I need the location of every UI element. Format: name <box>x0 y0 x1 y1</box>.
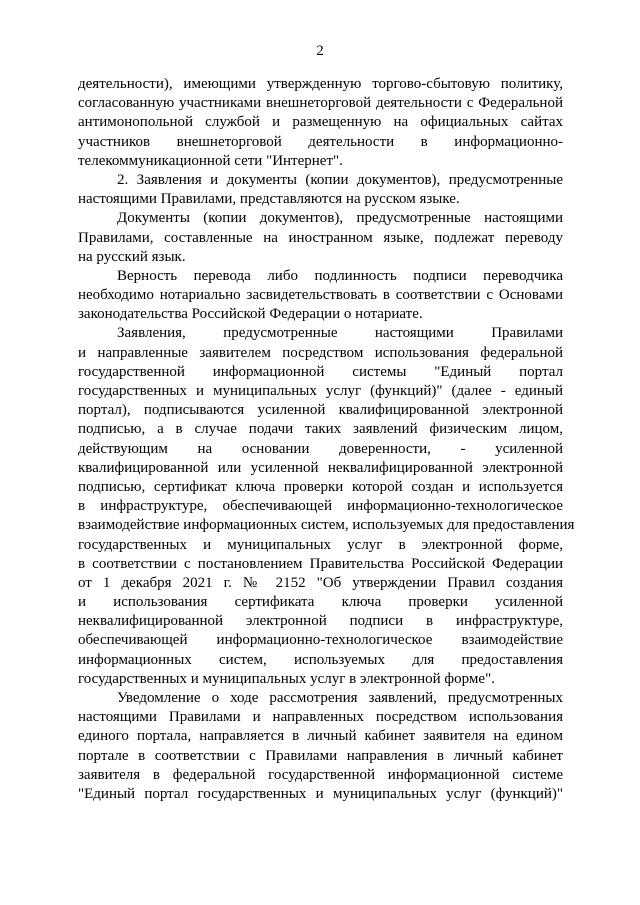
page-number: 2 <box>316 43 324 59</box>
text-line: "Единый портал государственных и муниципальных услуг (функций)" <box>78 785 563 802</box>
text-line: согласованную участниками внешнеторговой деятельности с Федеральной <box>78 95 563 112</box>
text-line: и направленные заявителем посредством использования федеральной <box>78 344 563 361</box>
text-line: в инфраструктуре, обеспечивающей информационно-технологическое <box>78 498 563 515</box>
text-line: государственных и муниципальных услуг в электронной форме". <box>78 670 495 687</box>
text-line: единого портала, направляется в личный кабинет заявителя на едином <box>78 728 563 745</box>
document-body <box>78 75 575 804</box>
text-line: настоящими Правилами, представляются на русском языке. <box>78 191 460 208</box>
text-line: заявителя в федеральной государственной информационной системе <box>78 766 563 783</box>
text-line: Документы (копии документов), предусмотренные настоящими <box>117 210 563 227</box>
text-line: подписью, сертификат ключа проверки которой создан и используется <box>78 478 563 495</box>
text-line: портале в соответствии с Правилами направления в личный кабинет <box>78 747 563 764</box>
text-line: 2. Заявления и документы (копии документов), предусмотренные <box>117 171 563 188</box>
text-line: действующим на основании доверенности, - усиленной <box>78 440 563 457</box>
paragraph <box>78 324 575 689</box>
text-line: Заявления, предусмотренные настоящими Правилами <box>117 325 563 342</box>
text-line: подписью, а в случае подачи таких заявлений физическим лицом, <box>78 421 563 438</box>
text-line: государственных и муниципальных услуг в электронной форме, <box>78 536 563 553</box>
text-line: Правилами, составленные на иностранном языке, подлежат переводу <box>78 229 563 246</box>
text-line: настоящими Правилами и направленных посредством использования <box>78 709 563 726</box>
paragraph <box>78 689 563 804</box>
text-line: антимонопольной службой и размещенную на официальных сайтах <box>78 114 563 131</box>
text-line: телекоммуникационной сети "Интернет". <box>78 152 343 169</box>
text-line: Уведомление о ходе рассмотрения заявлений, предусмотренных <box>117 690 563 706</box>
text-line: и использования сертификата ключа проверки усиленной <box>78 594 563 611</box>
text-line: на русский язык. <box>78 248 186 265</box>
paragraph <box>78 171 563 209</box>
paragraph <box>78 267 563 325</box>
text-line: от 1 декабря 2021 г. № 2152 "Об утверждении Правил создания <box>78 574 563 591</box>
text-line: квалифицированной или усиленной неквалифицированной электронной <box>78 459 563 476</box>
text-line: государственных и муниципальных услуг (функций)" (далее - единый <box>78 383 563 399</box>
text-line: государственной информационной системы "Единый портал <box>78 363 563 380</box>
paragraph <box>78 75 563 171</box>
text-line: в соответствии с постановлением Правительства Российской Федерации <box>78 555 563 572</box>
text-line: взаимодействие информационных систем, используемых для предоставления <box>78 517 575 534</box>
text-line: портал), подписываются усиленной квалифицированной электронной <box>78 402 563 419</box>
text-line: Верность перевода либо подлинность подписи переводчика <box>117 267 563 284</box>
text-line: неквалифицированной электронной подписи в инфраструктуре, <box>78 613 563 630</box>
text-line: законодательства Российской Федерации о нотариате. <box>78 306 423 323</box>
text-line: информационных систем, используемых для предоставления <box>78 651 563 668</box>
text-line: обеспечивающей информационно-технологическое взаимодействие <box>78 632 563 649</box>
text-line: деятельности), имеющими утвержденную торгово-сбытовую политику, <box>78 76 563 92</box>
text-line: необходимо нотариально засвидетельствовать в соответствии с Основами <box>78 287 563 304</box>
text-line: участников внешнеторговой деятельности в информационно- <box>78 133 563 150</box>
paragraph <box>78 209 563 267</box>
